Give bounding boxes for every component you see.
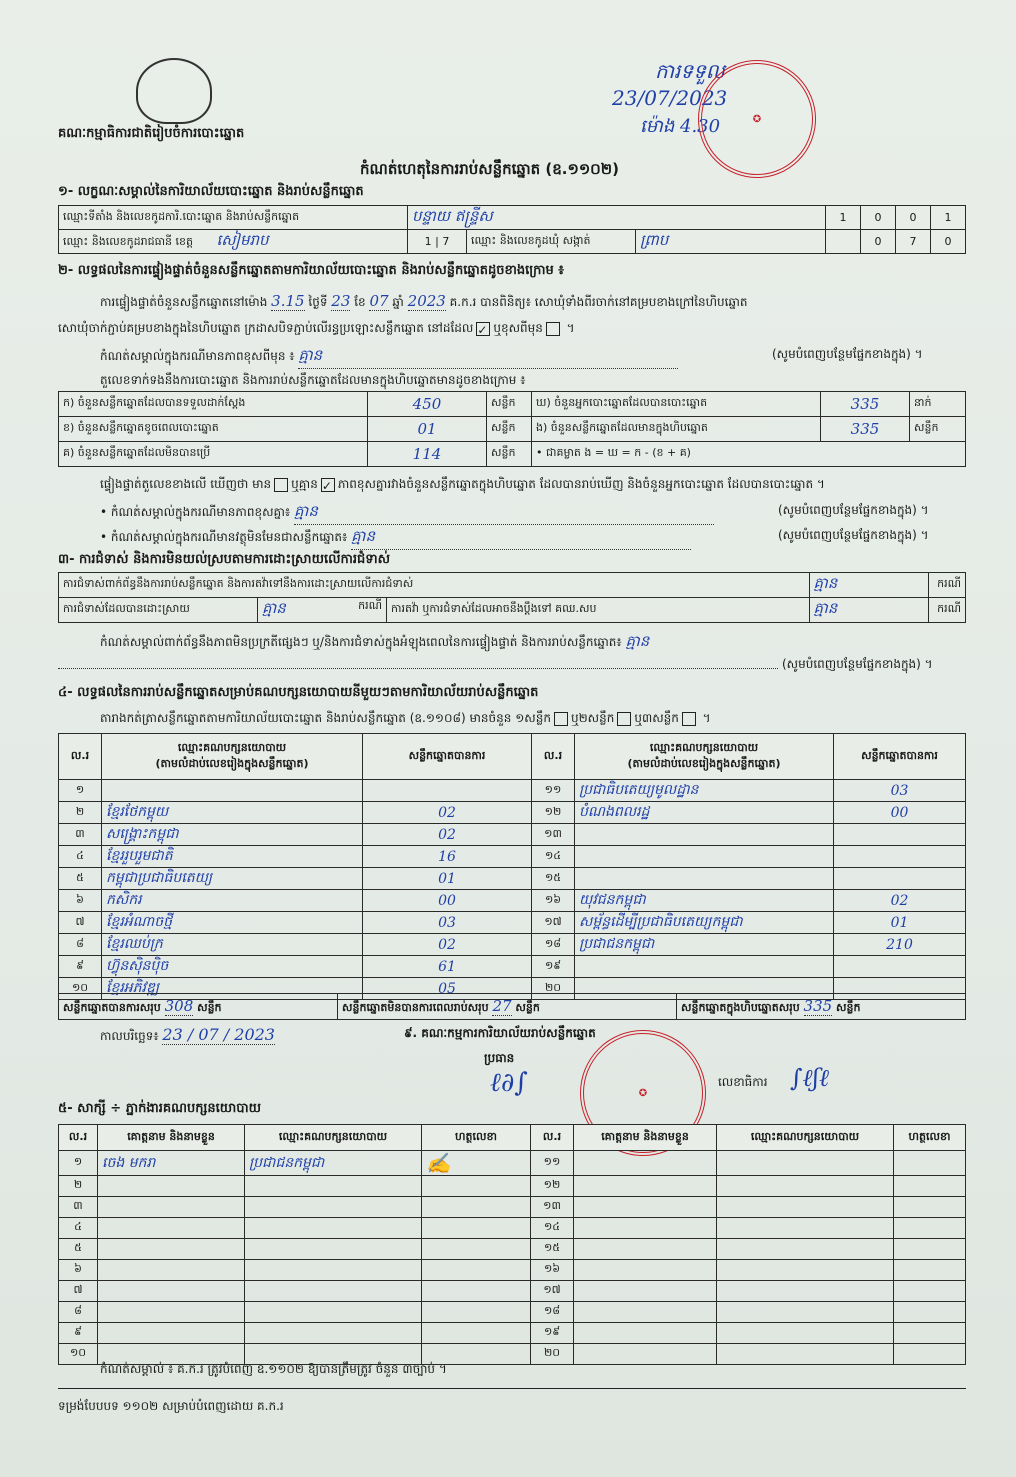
footnote: កំណត់សម្គាល់ ៖ គ.ក.រ ត្រូវបំពេញ ឧ.១១០២ ឱ្យបានត្រឹមត្រូវ ចំនួន ៣ច្បាប់ ។: [100, 1362, 447, 1376]
province-label: ឈ្មោះ និងលេខកូដរាជធានី ខេត្ត សៀមរាប: [59, 230, 408, 254]
president-label: ប្រធាន: [484, 1051, 515, 1065]
seal-line: សោឃុំចាក់ភ្ជាប់គម្របខាងក្នុងនៃហិបឆ្នោត ក្រដាសបិទភ្ជាប់លើរន្ធប្រឡោះសន្លឹកឆ្នោត នៅដដែល ✓ ឬខុសពីមុន ។: [58, 321, 575, 337]
witness-signature: [894, 1176, 966, 1197]
diff-note-value: គ្មាន: [298, 346, 678, 369]
witness-name: [574, 1302, 717, 1323]
table-row: ក) ចំនួនសន្លឹកឆ្នោតដែលបានទទួលដាក់ស្តែង 450 សន្លឹក ឃ) ចំនួនអ្នកបោះឆ្នោតដែលបានបោះឆ្នោត 335 នាក់: [59, 392, 966, 417]
commune-label: ឈ្មោះ និងលេខកូដឃុំ សង្កាត់: [467, 230, 636, 254]
ballot-figures-table: [58, 391, 966, 467]
party-votes: 01: [363, 868, 532, 890]
col-votes: សន្លឹកឆ្នោតបានការ: [834, 734, 966, 780]
location-value: បន្ទាយ ឥន្ទ្រីស: [408, 206, 826, 230]
witness-no: ១៤: [531, 1218, 574, 1239]
complaints-table: [58, 572, 966, 623]
party-votes: [834, 868, 966, 890]
party-no: ១២: [532, 802, 575, 824]
code-digit: [826, 230, 861, 254]
witness-signature: [894, 1281, 966, 1302]
party-votes: 61: [363, 956, 532, 978]
section1-title: ១- លក្ខណៈសម្គាល់នៃការិយាល័យបោះឆ្នោត និងរាប់សន្លឹកឆ្នោត: [58, 184, 364, 199]
witness-party: [717, 1323, 894, 1344]
party-name: កសិករ: [102, 890, 363, 912]
committee-label: ៩. គណៈកម្មការការិយាល័យរាប់សន្លឹកឆ្នោត: [404, 1026, 596, 1040]
witness-no: ១៩: [531, 1323, 574, 1344]
party-no: ៩: [59, 956, 102, 978]
verify-day: 23: [331, 292, 351, 310]
party-name: [575, 846, 834, 868]
party-name: [575, 956, 834, 978]
col-no: ល.រ: [532, 734, 575, 780]
witness-signature: [422, 1239, 531, 1260]
party-votes: 210: [834, 934, 966, 956]
witness-no: ៦: [59, 1260, 98, 1281]
table-row: [59, 1323, 966, 1344]
witness-signature: [422, 1151, 531, 1176]
section1-table: [58, 205, 966, 254]
party-votes: 02: [834, 890, 966, 912]
witness-signature: [894, 1344, 966, 1365]
fill-note: (សូមបំពេញបន្ថែមផ្នែកខាងក្នុង) ។: [778, 503, 929, 517]
section5-title: ៥- សាក្សី ÷ ភ្នាក់ងារគណបក្សនយោបាយ: [58, 1101, 261, 1116]
three-sheet-checkbox[interactable]: [682, 712, 696, 726]
table-row: [59, 1302, 966, 1323]
party-no: ១៦: [532, 890, 575, 912]
province-value: សៀមរាប: [216, 230, 269, 249]
two-sheet-checkbox[interactable]: [617, 712, 631, 726]
witness-party: ប្រជាជនកម្ពុជា: [245, 1151, 422, 1176]
witness-name: [98, 1260, 245, 1281]
witness-party: [717, 1302, 894, 1323]
witness-no: ៤: [59, 1218, 98, 1239]
witness-signature: [894, 1239, 966, 1260]
party-name: សង្គ្រោះកម្ពុជា: [102, 824, 363, 846]
diff-bullet-value: គ្មាន: [294, 502, 714, 525]
witness-signature: [894, 1151, 966, 1176]
table-row: [59, 1218, 966, 1239]
form-title: កំណត់ហេតុនៃការរាប់សន្លឹកឆ្នោត (ឧ.១១០២): [360, 160, 620, 178]
table-row: [59, 802, 966, 824]
discrepancy-line: ផ្ទៀងផ្ទាត់តួលេខខាងលើ ឃើញថា មាន ឬគ្មាន ✓ ភាពខុសគ្នារវាងចំនួនសន្លឹកឆ្នោតក្នុងហិបឆ្នោត ដែលបានរាប់ឃើញ និងចំនួនអ្នកបោះឆ្នោត ដែលបានបោះឆ្នោត ។: [100, 477, 825, 493]
party-no: ៥: [59, 868, 102, 890]
party-votes: 03: [834, 780, 966, 802]
party-votes: 01: [834, 912, 966, 934]
invalid-total-value: 27: [492, 996, 512, 1015]
verification-line: ការផ្ទៀងផ្ទាត់ចំនួនសន្លឹកឆ្នោតនៅម៉ោង 3.15 ថ្ងៃទី 23 ខែ 07 ឆ្នាំ 2023 គ.ក.រ បានពិនិត្យ៖ សោឃុំទាំងពីរចាក់នៅគម្របខាងក្រៅនៃហិបឆ្នោត: [100, 292, 748, 310]
fill-note: (សូមបំពេញបន្ថែមផ្នែកខាងក្នុង) ។: [772, 347, 923, 361]
party-name: [575, 824, 834, 846]
witness-name: [574, 1218, 717, 1239]
col-no: ល.រ: [59, 734, 102, 780]
witness-name: [98, 1218, 245, 1239]
witness-party: [717, 1197, 894, 1218]
table-row: [59, 846, 966, 868]
witness-signature: [894, 1218, 966, 1239]
tally-intro: តារាងកត់ត្រាសន្លឹកឆ្នោតតាមការិយាល័យបោះឆ្នោត និងរាប់សន្លឹកឆ្នោត (ឧ.១១០៨) មានចំនួន ១សន្លឹក ឬ២សន្លឹក ឬ៣សន្លឹក ។: [100, 711, 711, 725]
figures-intro: តួលេខទាក់ទងនឹងការបោះឆ្នោត និងការរាប់សន្លឹកឆ្នោតដែលមានក្នុងហិបឆ្នោតមានដូចខាងក្រោម ៖: [100, 373, 526, 387]
invalid-total: សន្លឹកឆ្នោតមិនបានការពេលរាប់សរុប 27 សន្លឹក: [338, 994, 677, 1020]
verify-month: 07: [369, 292, 389, 310]
witness-name: [98, 1323, 245, 1344]
party-name: [102, 780, 363, 802]
fill-note: (សូមបំពេញបន្ថែមផ្នែកខាងក្នុង) ។: [778, 528, 929, 542]
box-total: សន្លឹកឆ្នោតក្នុងហិបឆ្នោតសរុប 335 សន្លឹក: [677, 994, 966, 1020]
witness-party: [717, 1281, 894, 1302]
party-votes: 16: [363, 846, 532, 868]
party-name: ខ្មែរអភិវឌ្ឍ: [102, 978, 363, 1000]
col-party: ឈ្មោះគណបក្សនយោបាយ (តាមលំដាប់លេខរៀងក្នុងសន្លឹកឆ្នោត): [575, 734, 834, 780]
party-votes: 00: [834, 802, 966, 824]
code-digit: 0: [931, 230, 966, 254]
party-no: ២: [59, 802, 102, 824]
table-row: [59, 912, 966, 934]
witness-no: ៧: [59, 1281, 98, 1302]
party-votes: 03: [363, 912, 532, 934]
official-stamp-icon: ✪: [698, 60, 816, 178]
witness-party: [717, 1218, 894, 1239]
party-no: ១៣: [532, 824, 575, 846]
party-no: ៦: [59, 890, 102, 912]
witness-signature: [422, 1302, 531, 1323]
province-code: 1 | 7: [408, 230, 467, 254]
witness-signature: [894, 1323, 966, 1344]
secretary-signature-icon: ∫ℓʃℓ: [790, 1064, 830, 1092]
committee-name: គណៈកម្មាធិការជាតិរៀបចំការបោះឆ្នោត: [58, 126, 245, 141]
section3-title: ៣- ការជំទាស់ និងការមិនយល់ស្របតាមការដោះស្រាយលើការជំទាស់: [58, 552, 390, 567]
valid-total-value: 308: [164, 996, 194, 1015]
table-row: [59, 868, 966, 890]
witness-no: ២: [59, 1176, 98, 1197]
nec-logo-icon: [136, 58, 212, 124]
party-name: ខ្មែរអំណាចថ្មី: [102, 912, 363, 934]
witness-party: [245, 1260, 422, 1281]
witness-name: [574, 1197, 717, 1218]
committee-stamp-icon: ✪: [580, 1030, 706, 1156]
party-no: ៤: [59, 846, 102, 868]
verify-year: 2023: [407, 292, 446, 310]
party-name: ខ្មែរឈប់ក្រ: [102, 934, 363, 956]
witness-signature: [422, 1197, 531, 1218]
party-no: ១៧: [532, 912, 575, 934]
party-no: ១៥: [532, 868, 575, 890]
witness-party: [717, 1344, 894, 1365]
witness-name: [98, 1302, 245, 1323]
table-row: [59, 1176, 966, 1197]
irregularity-note: កំណត់សម្គាល់ពាក់ព័ន្ធនឹងភាពមិនប្រក្រតីផ្សេងៗ ឬ/និងការជំទាស់ក្នុងអំឡុងពេលនៃការផ្ទៀងផ្ទាត់ និងការរាប់សន្លឹកឆ្នោត៖ គ្មាន: [100, 632, 650, 650]
witness-party: [717, 1176, 894, 1197]
party-votes: 05: [363, 978, 532, 1000]
president-signature-icon: ℓ∂∫: [490, 1068, 528, 1098]
foreign-object-value: គ្មាន: [351, 527, 691, 550]
witness-no: ១០: [59, 1344, 98, 1365]
party-votes: 02: [363, 934, 532, 956]
witness-party: [717, 1151, 894, 1176]
foreign-object-bullet: • កំណត់សម្គាល់ក្នុងករណីមានវត្ថុមិនមែនជាសន្លឹកឆ្នោត៖ គ្មាន: [100, 527, 691, 550]
secretary-label: លេខាធិការ: [718, 1075, 768, 1089]
witness-name: [574, 1281, 717, 1302]
party-votes: [834, 846, 966, 868]
witness-party: [245, 1323, 422, 1344]
witness-name: [574, 1323, 717, 1344]
witness-name: [98, 1281, 245, 1302]
code-digit: 7: [896, 230, 931, 254]
witness-no: ១២: [531, 1176, 574, 1197]
witness-table: ល.រ គោត្តនាម និងនាមខ្លួន ឈ្មោះគណបក្សនយោបាយ ហត្ថលេខា ល.រ គោត្តនាម និងនាមខ្លួន ឈ្មោះគណបក្សនយោបាយ ហត្ថលេខា ១ ចេង មករា ប្រជាជនកម្ពុជា ✍ ១១ ២ ១២ ៣ ១៣ ៤ ១៤ ៥ ១៥ ៦ ១៦ ៧ ១៧ ៨ ១៨ ៩ ១៩ ១០ ២០: [58, 1124, 966, 1365]
party-votes: 02: [363, 824, 532, 846]
witness-party: [717, 1260, 894, 1281]
witness-party: [717, 1239, 894, 1260]
witness-no: ១៦: [531, 1260, 574, 1281]
party-no: ២០: [532, 978, 575, 1000]
witness-name: [98, 1176, 245, 1197]
witness-name: [574, 1260, 717, 1281]
code-digit: 0: [861, 206, 896, 230]
divider: [58, 1388, 966, 1389]
witness-name: ចេង មករា: [98, 1151, 245, 1176]
party-no: ១៨: [532, 934, 575, 956]
no-diff-checkbox[interactable]: ✓: [321, 478, 335, 492]
party-no: ៧: [59, 912, 102, 934]
code-digit: 1: [931, 206, 966, 230]
witness-no: ១១: [531, 1151, 574, 1176]
changed-checkbox[interactable]: [546, 322, 560, 336]
witness-signature: [894, 1302, 966, 1323]
witness-name: [574, 1344, 717, 1365]
party-votes: 02: [363, 802, 532, 824]
witness-party: [245, 1176, 422, 1197]
witness-signature: [422, 1218, 531, 1239]
location-label: ឈ្មោះទីតាំង និងលេខកូដការិ.បោះឆ្នោត និងរាប់សន្លឹកឆ្នោត: [59, 206, 408, 230]
witness-no: ៥: [59, 1239, 98, 1260]
witness-name: [98, 1239, 245, 1260]
reception-note: ការទទួល: [655, 59, 725, 83]
code-digit: 1: [826, 206, 861, 230]
verify-time: 3.15: [271, 292, 305, 310]
reception-date: 23/07/2023: [612, 86, 728, 110]
party-name: ខ្មែររួបរួមជាតិ: [102, 846, 363, 868]
party-name: ប្រជាធិបតេយ្យមូលដ្ឋាន: [575, 780, 834, 802]
code-digit: 0: [861, 230, 896, 254]
party-name: សម្ព័ន្ធដើម្បីប្រជាធិបតេយ្យកម្ពុជា: [575, 912, 834, 934]
witness-name: [574, 1239, 717, 1260]
party-no: ១៤: [532, 846, 575, 868]
witness-no: ១៧: [531, 1281, 574, 1302]
witness-signature: [422, 1176, 531, 1197]
table-row: ខ) ចំនួនសន្លឹកឆ្នោតខូចពេលបោះឆ្នោត 01 សន្លឹក ង) ចំនួនសន្លឹកឆ្នោតដែលមានក្នុងហិបឆ្នោត 335 សន្លឹក: [59, 417, 966, 442]
totals-table: [58, 993, 966, 1020]
table-row: គ) ចំនួនសន្លឹកឆ្នោតដែលមិនបានប្រើ 114 សន្លឹក • ជាគម្លាត ង = ឃ = ក - (ខ + គ): [59, 442, 966, 467]
code-digit: 0: [896, 206, 931, 230]
witness-signature: [894, 1197, 966, 1218]
results-table: [58, 733, 966, 1000]
witness-name: [574, 1176, 717, 1197]
signing-date: 23 / 07 / 2023: [162, 1025, 275, 1044]
one-sheet-checkbox[interactable]: [554, 712, 568, 726]
witness-signature: [894, 1260, 966, 1281]
party-name: ខ្មែរថែកម្ពុយ: [102, 802, 363, 824]
dotted-line: [58, 668, 778, 669]
party-no: ១១: [532, 780, 575, 802]
witness-signature: [422, 1260, 531, 1281]
witness-no: ៨: [59, 1302, 98, 1323]
party-no: ១: [59, 780, 102, 802]
party-votes: 00: [363, 890, 532, 912]
witness-no: ១: [59, 1151, 98, 1176]
table-row: ការជំទាស់ពាក់ព័ន្ធនឹងការរាប់សន្លឹកឆ្នោត និងការតវ៉ាទៅនឹងការដោះស្រាយលើការជំទាស់ គ្មាន ករណី: [59, 573, 966, 598]
witness-signature: [422, 1323, 531, 1344]
witness-name: [574, 1151, 717, 1176]
party-no: ៣: [59, 824, 102, 846]
table-row: [59, 956, 966, 978]
party-no: ១០: [59, 978, 102, 1000]
witness-no: ១៨: [531, 1302, 574, 1323]
party-name: យុវជនកម្ពុជា: [575, 890, 834, 912]
box-total-value: 335: [803, 996, 833, 1015]
table-row: [59, 1281, 966, 1302]
unchanged-checkbox[interactable]: ✓: [476, 322, 490, 336]
table-row: [59, 1151, 966, 1176]
party-no: ៨: [59, 934, 102, 956]
fill-note: (សូមបំពេញបន្ថែមផ្នែកខាងក្នុង) ។: [782, 657, 933, 671]
party-name: ប្រជាជនកម្ពុជា: [575, 934, 834, 956]
witness-no: ៣: [59, 1197, 98, 1218]
party-name: កម្ពុជាប្រជាធិបតេយ្យ: [102, 868, 363, 890]
section2-title: ២- លទ្ធផលនៃការផ្ទៀងផ្ទាត់ចំនួនសន្លឹកឆ្នោតតាមការិយាល័យបោះឆ្នោត និងរាប់សន្លឹកឆ្នោតដូចខាងក្រោម ៖: [58, 263, 564, 278]
party-name: [575, 868, 834, 890]
reception-time: ម៉ោង 4.30: [640, 116, 721, 137]
date-line: កាលបរិច្ឆេទ៖ 23 / 07 / 2023: [100, 1025, 275, 1044]
witness-no: ៩: [59, 1323, 98, 1344]
party-votes: [363, 780, 532, 802]
party-name: ហ៊្វុនស៊ិនប៉ិច: [102, 956, 363, 978]
col-party: ឈ្មោះគណបក្សនយោបាយ (តាមលំដាប់លេខរៀងក្នុងសន្លឹកឆ្នោត): [102, 734, 363, 780]
form-footer: ទម្រង់បែបបទ ១១០២ សម្រាប់បំពេញដោយ គ.ក.រ: [58, 1399, 284, 1413]
witness-no: ១៥: [531, 1239, 574, 1260]
party-votes: [834, 956, 966, 978]
witness-party: [245, 1302, 422, 1323]
table-row: [59, 934, 966, 956]
table-row: [59, 890, 966, 912]
table-row: [59, 824, 966, 846]
diff-bullet: • កំណត់សម្គាល់ក្នុងករណីមានភាពខុសគ្នា៖ គ្មាន: [100, 502, 714, 525]
table-row: [59, 780, 966, 802]
resolved-value: គ្មាន ករណី: [258, 598, 387, 623]
table-row: [59, 1239, 966, 1260]
witness-party: [245, 1197, 422, 1218]
table-row: ការជំទាស់ដែលបានដោះស្រាយ គ្មាន ករណី ការតវ៉ា ឬការជំទាស់ដែលអាចនឹងប្តឹងទៅ គឈ.សប គ្មាន ករណី: [59, 598, 966, 623]
witness-no: ២០: [531, 1344, 574, 1365]
party-no: ១៩: [532, 956, 575, 978]
witness-signature: [422, 1281, 531, 1302]
witness-no: ១៣: [531, 1197, 574, 1218]
party-name: បំណងពលរដ្ឋ: [575, 802, 834, 824]
has-diff-checkbox[interactable]: [274, 478, 288, 492]
irregularity-value: គ្មាន: [625, 632, 650, 650]
table-row: [59, 1260, 966, 1281]
diff-note-line: កំណត់សម្គាល់ក្នុងករណីមានភាពខុសពីមុន ៖ គ្មាន: [100, 346, 678, 369]
col-votes: សន្លឹកឆ្នោតបានការ: [363, 734, 532, 780]
valid-total: សន្លឹកឆ្នោតបានការសរុប 308 សន្លឹក: [59, 994, 338, 1020]
witness-party: [245, 1218, 422, 1239]
witness-party: [245, 1239, 422, 1260]
section4-title: ៤- លទ្ធផលនៃការរាប់សន្លឹកឆ្នោតសម្រាប់គណបក្សនយោបាយនីមួយៗតាមការិយាល័យរាប់សន្លឹកឆ្នោត: [58, 685, 539, 700]
witness-party: [245, 1281, 422, 1302]
commune-value: ព្រាប: [636, 230, 826, 254]
witness-name: [98, 1197, 245, 1218]
table-row: [59, 1197, 966, 1218]
party-votes: [834, 824, 966, 846]
witness-signature-icon: ✍: [426, 1151, 451, 1175]
